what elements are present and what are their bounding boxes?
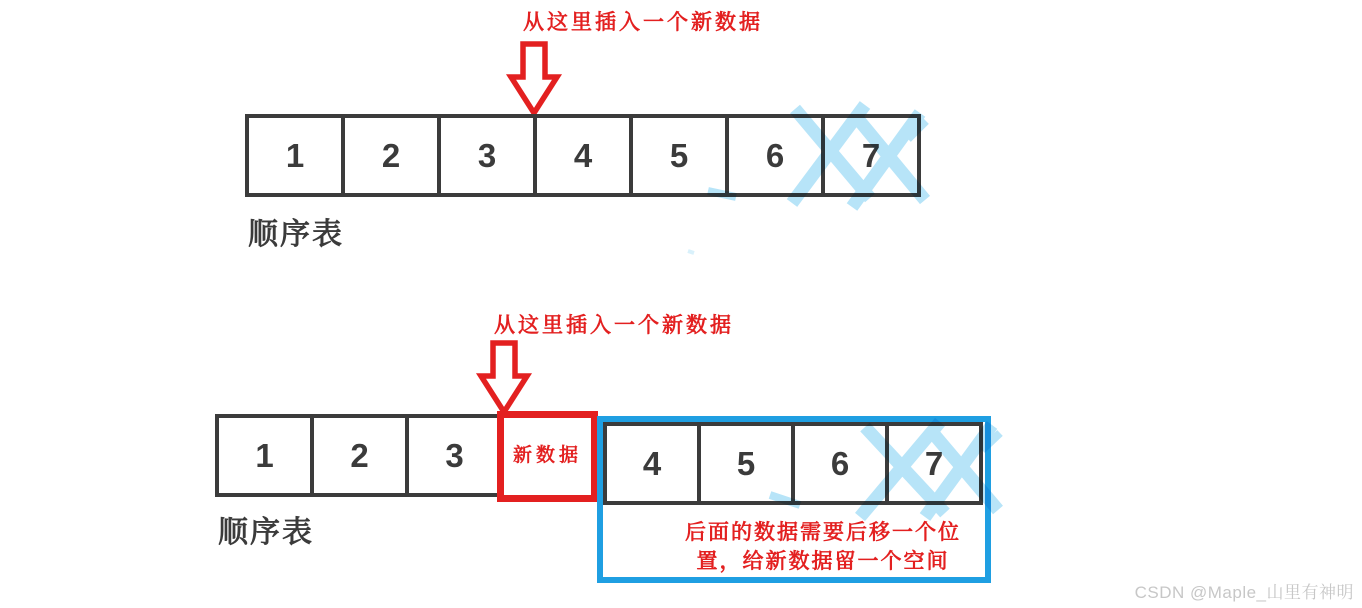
array-row-bottom-left [215, 414, 504, 497]
shifted-region-highlight-box [597, 416, 991, 583]
array-cell: 1 [245, 114, 345, 197]
array-cell: 3 [405, 414, 504, 497]
shift-note-line1: 后面的数据需要后移一个位 [685, 520, 961, 544]
new-data-cell [497, 411, 598, 502]
sequence-list-label-bottom: 顺序表 [218, 515, 314, 550]
array-cell: 6 [791, 422, 889, 505]
array-cell: 6 [725, 114, 825, 197]
array-cell: 7 [885, 422, 983, 505]
array-cell: 2 [341, 114, 441, 197]
array-cell: 4 [603, 422, 701, 505]
down-arrow-icon [500, 40, 570, 118]
array-cell: 4 [533, 114, 633, 197]
down-arrow-icon [470, 339, 540, 417]
new-data-label: 新数据 [512, 444, 582, 466]
top-annotation-text: 从这里插入一个新数据 [523, 10, 763, 34]
array-cell: 1 [215, 414, 314, 497]
array-cell: 5 [629, 114, 729, 197]
array-row-bottom-right [603, 422, 983, 505]
shift-note [663, 518, 983, 576]
array-cell: 7 [821, 114, 921, 197]
array-row-top [245, 114, 921, 197]
array-cell: 5 [697, 422, 795, 505]
shift-note-line2: 置，给新数据留一个空间 [696, 549, 950, 573]
csdn-watermark: CSDN @Maple_山里有神明 [1134, 583, 1354, 602]
array-cell: 2 [310, 414, 409, 497]
bottom-annotation-text: 从这里插入一个新数据 [494, 313, 734, 337]
array-cell: 3 [437, 114, 537, 197]
sequence-list-label-top: 顺序表 [248, 217, 344, 252]
